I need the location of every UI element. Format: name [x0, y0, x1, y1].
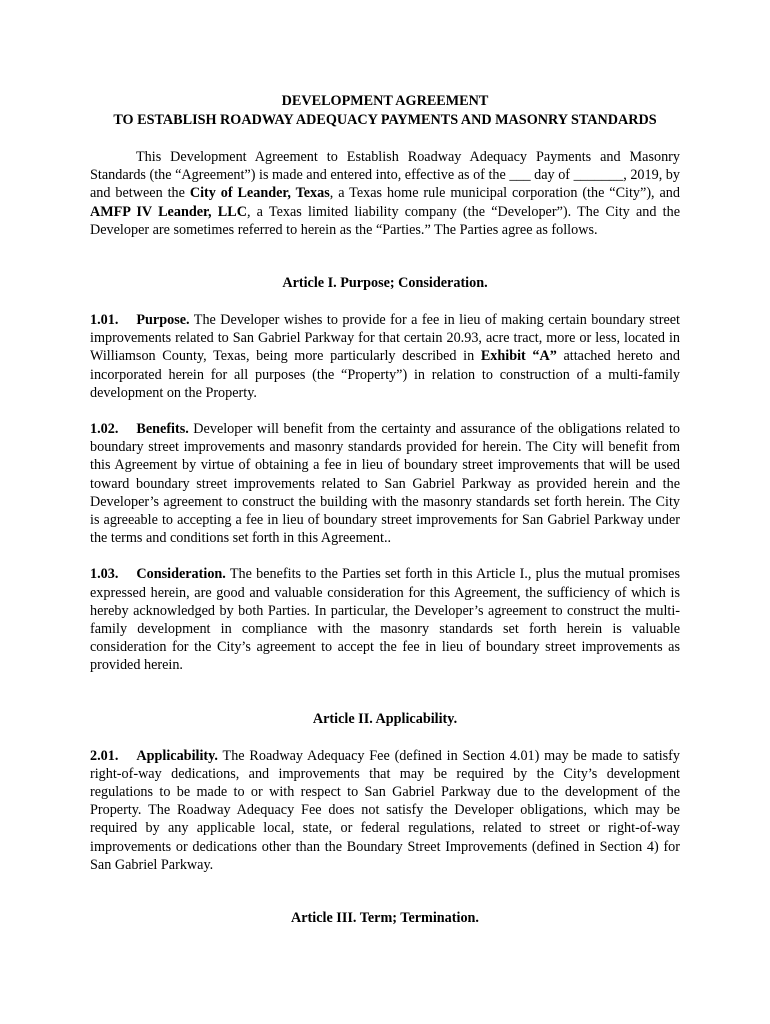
section-1-01 — [90, 311, 680, 402]
section-1-02-title: Benefits. — [136, 421, 189, 438]
document-title-line-2: TO ESTABLISH ROADWAY ADEQUACY PAYMENTS AND MASONRY STANDARDS — [113, 112, 657, 128]
document-title-line-1: DEVELOPMENT AGREEMENT — [281, 93, 489, 109]
article-1-heading: Article I. Purpose; Consideration. — [282, 275, 488, 292]
city-name: City of Leander, Texas — [189, 185, 330, 202]
intro-text-1: This Development Agreement to Establish Roadway Adequacy Payments and Masonry Standards (the “Agreement”) is made and entered into, effective as of the ___ day of _______, 2019, by and between the — [90, 149, 680, 202]
intro-text-2: , a Texas home rule municipal corporation (the “City”), and — [329, 185, 680, 202]
section-1-02 — [90, 420, 680, 547]
intro-text-3: , a Texas limited liability company (the “Developer”). The City and the Developer are sometimes referred to herein as the “Parties.” The Parties agree as follows. — [90, 203, 680, 238]
article-2-heading: Article II. Applicability. — [312, 710, 458, 727]
developer-name: AMFP IV Leander, LLC — [90, 203, 247, 220]
section-1-01-text-2: attached hereto and incorporated herein for all purposes (the “Property”) in relation to construction of a multi-family development on the Property. — [90, 348, 680, 401]
section-1-03 — [90, 565, 680, 674]
section-2-01-number: 2.01. — [90, 747, 119, 764]
section-2-01 — [90, 747, 680, 874]
section-1-01-title: Purpose. — [136, 312, 190, 329]
section-1-02-number: 1.02. — [90, 421, 119, 438]
section-2-01-text: The Roadway Adequacy Fee (defined in Section 4.01) may be made to satisfy right-of-way dedications, and improvements that may be required by the City’s development regulations to be made to or with respect to San Gabriel Parkway due to the development of the Property. The Roadway Adequacy Fee does not satisfy the Developer obligations, which may be required by any applicable local, state, or federal regulations, related to street or right-of-way improvements or dedications other than the Boundary Street Improvements (defined in Section 4) for San Gabriel Parkway. — [90, 747, 680, 873]
section-1-01-number: 1.01. — [90, 312, 119, 329]
intro-paragraph — [90, 148, 680, 239]
exhibit-a-reference: Exhibit “A” — [480, 348, 557, 365]
section-2-01-title: Applicability. — [136, 747, 218, 764]
section-1-01-text-1: The Developer wishes to provide for a fee in lieu of making certain boundary street improvements related to San Gabriel Parkway for that certain 20.93, acre tract, more or less, located in Williamson County, Texas, being more particularly described in — [90, 312, 680, 365]
section-1-03-number: 1.03. — [90, 566, 119, 583]
article-3-heading: Article III. Term; Termination. — [291, 910, 479, 927]
section-1-03-text: The benefits to the Parties set forth in this Article I., plus the mutual promises expressed herein, are good and valuable consideration for this Agreement, the sufficiency of which is hereby acknowledged by both Parties. In particular, the Developer’s agreement to construct the multi-family development in compliance with the masonry standards set forth herein is valuable consideration for the City’s agreement to accept the fee in lieu of boundary street improvements as provided herein. — [90, 566, 680, 674]
section-1-03-title: Consideration. — [136, 566, 226, 583]
section-1-02-text: Developer will benefit from the certainty and assurance of the obligations related to boundary street improvements and masonry standards provided for herein. The City will benefit from this Agreement by virtue of obtaining a fee in lieu of boundary street improvements that will be used toward boundary street improvements related to San Gabriel Parkway as provided herein and the Developer’s agreement to construct the building with the masonry standards set forth herein. The City is agreeable to accepting a fee in lieu of boundary street improvements for San Gabriel Parkway under the terms and conditions set forth in this Agreement.. — [90, 421, 680, 547]
